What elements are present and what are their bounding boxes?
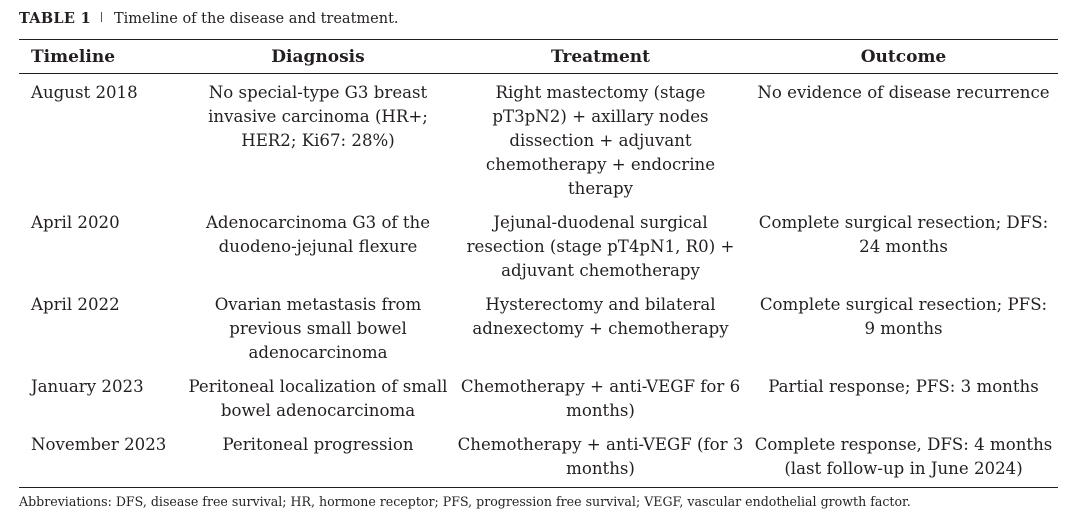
timeline-table (19, 39, 1058, 488)
cell-outcome: Partial response; PFS: 3 months (768, 377, 1039, 396)
table-row (19, 428, 1058, 488)
table-header (19, 40, 1058, 74)
table-body (19, 74, 1058, 488)
header-treatment: Treatment (452, 40, 749, 74)
table-caption (19, 9, 399, 29)
cell-outcome: No evidence of disease recurrence (757, 83, 1050, 102)
header-diagnosis: Diagnosis (184, 40, 452, 74)
cell-treatment: Jejunal-duodenal surgical resection (stage pT4pN1, R0) + adjuvant chemotherapy (466, 213, 735, 280)
table-row (19, 370, 1058, 428)
table-title: Timeline of the disease and treatment. (114, 11, 399, 27)
caption-separator (101, 12, 102, 22)
cell-treatment: Hysterectomy and bilateral adnexectomy + chemotherapy (472, 295, 729, 338)
cell-diagnosis: Ovarian metastasis from previous small bowel adenocarcinoma (214, 295, 422, 362)
cell-timeline: August 2018 (31, 83, 138, 102)
table-label: TABLE 1 (19, 10, 91, 27)
cell-diagnosis: Peritoneal localization of small bowel adenocarcinoma (188, 377, 448, 420)
table-row (19, 74, 1058, 207)
table-row (19, 206, 1058, 288)
cell-treatment: Chemotherapy + anti-VEGF (for 3 months) (452, 428, 749, 488)
cell-timeline: April 2020 (31, 213, 120, 232)
abbreviations-footnote: Abbreviations: DFS, disease free survival; HR, hormone receptor; PFS, progression free survival; VEGF, vascular endothelial growth factor. (19, 494, 911, 509)
cell-timeline: January 2023 (31, 377, 144, 396)
cell-outcome: Complete surgical resection; DFS: 24 months (758, 213, 1049, 256)
cell-diagnosis: Adenocarcinoma G3 of the duodeno-jejunal flexure (205, 213, 431, 256)
header-outcome: Outcome (749, 40, 1058, 74)
cell-treatment: Chemotherapy + anti-VEGF for 6 months) (460, 377, 741, 420)
header-row (19, 40, 1058, 74)
cell-outcome: Complete response, DFS: 4 months (last follow-up in June 2024) (749, 428, 1058, 488)
table-row (19, 288, 1058, 370)
cell-outcome: Complete surgical resection; PFS: 9 months (759, 295, 1048, 338)
timeline-table-container (19, 39, 1058, 488)
header-timeline: Timeline (19, 40, 184, 74)
cell-treatment: Right mastectomy (stage pT3pN2) + axillary nodes dissection + adjuvant chemotherapy + endocrine therapy (485, 83, 716, 198)
cell-timeline: November 2023 (19, 428, 184, 488)
cell-diagnosis: No special-type G3 breast invasive carcinoma (HR+; HER2; Ki67: 28%) (208, 83, 428, 150)
cell-timeline: April 2022 (31, 295, 120, 314)
cell-diagnosis: Peritoneal progression (184, 428, 452, 488)
